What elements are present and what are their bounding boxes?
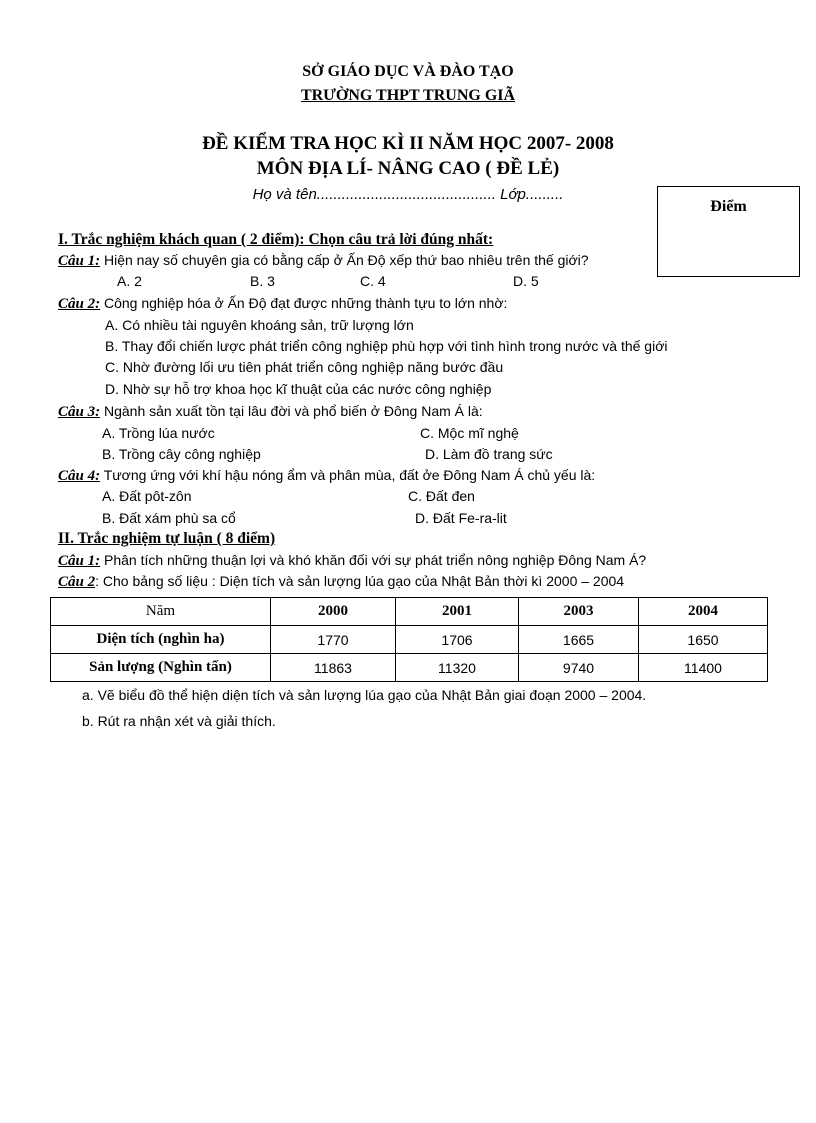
question-text: Tương ứng với khí hậu nóng ẩm và phân mùa, đất ởe Đông Nam Á chủ yếu là: [100,467,596,483]
question-text: Hiện nay số chuyên gia có bằng cấp ở Ấn Độ xếp thứ bao nhiêu trên thế giới? [100,252,589,268]
table-cell: 11320 [396,654,519,682]
task-b: b. Rút ra nhận xét và giải thích. [82,713,276,729]
q1-option-c: C. 4 [360,273,386,289]
table-row-label: Sản lượng (Nghìn tấn) [51,654,271,682]
table-header-cell: 2000 [271,598,396,626]
q3-option-c: C. Mộc mĩ nghệ [420,425,519,441]
score-label: Điểm [710,198,747,215]
part1-heading: I. Trắc nghiệm khách quan ( 2 điểm): Chọn câu trả lời đúng nhất: [58,231,494,248]
essay-question-2 [58,573,624,591]
table-cell: 9740 [519,654,639,682]
exam-title: ĐỀ KIỂM TRA HỌC KÌ II NĂM HỌC 2007- 2008 [202,133,614,154]
q2-option-c: C. Nhờ đường lối ưu tiên phát triển công nghiệp năng bước đầu [105,359,504,375]
q1-option-a: A. 2 [117,273,142,289]
question-4 [58,467,595,485]
question-label: Câu 2 [58,574,96,590]
table-cell: 1770 [271,626,396,654]
q3-option-a: A. Trồng lúa nước [102,425,215,441]
q4-option-d: D. Đất Fe-ra-lit [415,510,507,526]
table-cell: 1706 [396,626,519,654]
question-text: : Cho bảng số liệu : Diện tích và sản lượng lúa gạo của Nhật Bản thời kì 2000 – 2004 [95,573,625,589]
task-a: a. Vẽ biểu đồ thể hiện diện tích và sản lượng lúa gạo của Nhật Bản giai đoạn 2000 – 2004. [82,687,647,703]
table-cell: 11863 [271,654,396,682]
q1-option-d: D. 5 [513,273,539,289]
question-label: Câu 1: [58,253,101,269]
question-text: Phân tích những thuận lợi và khó khăn đối với sự phát triển nông nghiệp Đông Nam Á? [100,552,647,568]
q3-option-b: B. Trồng cây công nghiệp [102,446,261,462]
table-row-label: Diện tích (nghìn ha) [51,626,271,654]
table-header-row [51,598,768,626]
question-3 [58,403,483,421]
table-header-cell: Năm [51,598,271,626]
question-label: Câu 1: [58,553,101,569]
question-text: Ngành sản xuất tồn tại lâu đời và phổ biến ở Đông Nam Á là: [100,403,483,419]
table-cell: 1665 [519,626,639,654]
question-label: Câu 2: [58,296,101,312]
q1-option-b: B. 3 [250,273,275,289]
q4-option-a: A. Đất pôt-zôn [102,488,192,504]
table-cell: 1650 [639,626,768,654]
question-2 [58,295,507,313]
department-heading: SỞ GIÁO DỤC VÀ ĐÀO TẠO [302,63,514,80]
rice-data-table [50,597,768,682]
table-row [51,626,768,654]
question-label: Câu 4: [58,468,101,484]
part2-heading: II. Trắc nghiệm tự luận ( 8 điểm) [58,530,276,547]
table-row [51,654,768,682]
q2-option-a: A. Có nhiều tài nguyên khoáng sản, trữ lượng lớn [105,317,414,333]
essay-question-1 [58,552,646,570]
table-header-cell: 2001 [396,598,519,626]
question-text: Công nghiệp hóa ở Ấn Độ đạt được những thành tựu to lớn nhờ: [100,295,508,311]
table-cell: 11400 [639,654,768,682]
subject-title: MÔN ĐỊA LÍ- NÂNG CAO ( ĐỀ LẺ) [256,158,560,179]
table-header-cell: 2004 [639,598,768,626]
school-heading: TRƯỜNG THPT TRUNG GIÃ [300,87,516,104]
score-box [657,186,800,277]
q3-option-d: D. Làm đồ trang sức [425,446,553,462]
question-1 [58,252,589,270]
q4-option-b: B. Đất xám phù sa cổ [102,510,236,526]
table-header-cell: 2003 [519,598,639,626]
q4-option-c: C. Đất đen [408,488,475,504]
name-class-line: Họ và tên........................................... Lớp......... [252,186,564,203]
question-label: Câu 3: [58,404,101,420]
q2-option-d: D. Nhờ sự hỗ trợ khoa học kĩ thuật của các nước công nghiệp [105,381,492,397]
q2-option-b: B. Thay đổi chiến lược phát triển công nghiệp phù hợp với tình hình trong nước và thế giới [105,338,668,354]
